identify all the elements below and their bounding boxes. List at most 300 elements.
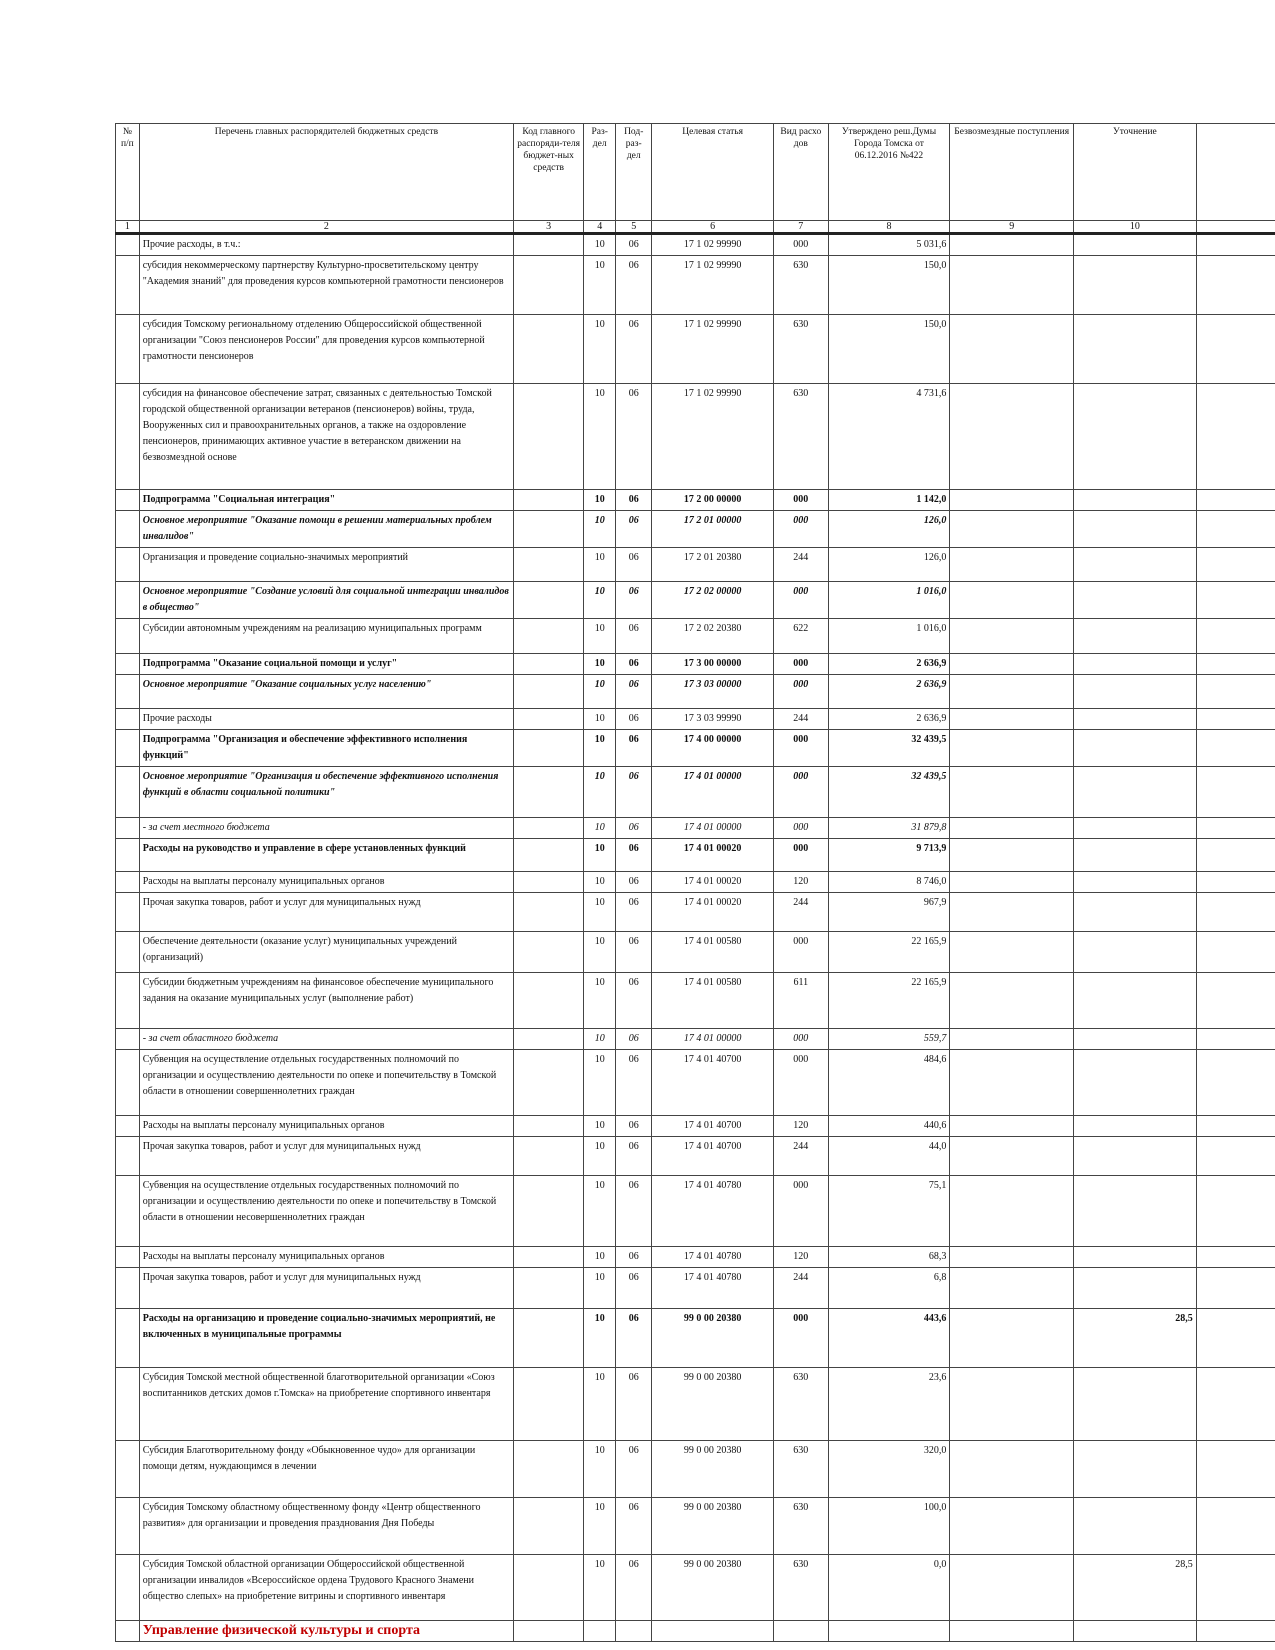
cell-vr: 000 <box>773 1050 828 1116</box>
cell-utoch <box>1074 1137 1197 1176</box>
cell-pr: 06 <box>616 872 652 893</box>
cell-utoch <box>1074 872 1197 893</box>
cell-extra <box>1196 1176 1275 1247</box>
cell-vr: 244 <box>773 1137 828 1176</box>
cell-code <box>514 1555 584 1621</box>
cell-cs: 99 0 00 20380 <box>652 1309 774 1368</box>
cell-utoch <box>1074 767 1197 818</box>
cell-vr: 000 <box>773 1309 828 1368</box>
cell-no <box>116 1116 140 1137</box>
colnum: 8 <box>828 221 950 234</box>
budget-table-sheet <box>115 123 1275 1642</box>
cell-pr: 06 <box>616 709 652 730</box>
cell-cs: 17 4 01 00020 <box>652 872 774 893</box>
table-row <box>116 1268 1275 1309</box>
cell-code <box>514 234 584 256</box>
cell-name: Субсидия Томскому областному общественному фонду «Центр общественного развития» для организации и проведения празднования Дня Победы <box>139 1498 513 1555</box>
cell-vr: 630 <box>773 1368 828 1441</box>
cell-no <box>116 932 140 973</box>
cell-sum: 100,0 <box>828 1498 950 1555</box>
cell-no <box>116 256 140 315</box>
cell-free <box>950 1441 1074 1498</box>
cell-pr: 06 <box>616 1498 652 1555</box>
header-podrazdel: Под-раз-дел <box>616 124 652 221</box>
colnum <box>1196 221 1275 234</box>
cell-no <box>116 234 140 256</box>
table-row <box>116 818 1275 839</box>
cell-utoch <box>1074 1498 1197 1555</box>
cell-utoch <box>1074 619 1197 654</box>
cell-cs: 17 4 01 00580 <box>652 932 774 973</box>
cell-utoch <box>1074 256 1197 315</box>
cell-sum: 2 636,9 <box>828 709 950 730</box>
cell-pr: 06 <box>616 1555 652 1621</box>
cell-vr: 630 <box>773 256 828 315</box>
table-row <box>116 709 1275 730</box>
cell-extra <box>1196 675 1275 709</box>
cell-vr: 244 <box>773 548 828 582</box>
column-number-row <box>116 221 1275 234</box>
cell-free <box>950 872 1074 893</box>
cell-free <box>950 582 1074 619</box>
cell-free <box>950 932 1074 973</box>
cell-no <box>116 490 140 511</box>
cell-rz: 10 <box>584 1498 616 1555</box>
cell-sum: 320,0 <box>828 1441 950 1498</box>
cell-cs: 99 0 00 20380 <box>652 1368 774 1441</box>
cell-name: Расходы на выплаты персоналу муниципальных органов <box>139 1247 513 1268</box>
cell-code <box>514 818 584 839</box>
colnum: 1 <box>116 221 140 234</box>
cell-free <box>950 511 1074 548</box>
cell-extra <box>1196 234 1275 256</box>
footer-section-title: Управление физической культуры и спорта <box>139 1621 513 1642</box>
cell-pr: 06 <box>616 839 652 872</box>
budget-table <box>115 123 1275 1642</box>
cell-name: Основное мероприятие "Организация и обеспечение эффективного исполнения функций в области социальной политики" <box>139 767 513 818</box>
cell-rz: 10 <box>584 1029 616 1050</box>
table-row <box>116 973 1275 1029</box>
cell-no <box>116 548 140 582</box>
cell-pr: 06 <box>616 234 652 256</box>
cell-utoch <box>1074 839 1197 872</box>
cell-rz: 10 <box>584 973 616 1029</box>
cell-vr: 000 <box>773 234 828 256</box>
cell-pr: 06 <box>616 1268 652 1309</box>
cell-rz: 10 <box>584 582 616 619</box>
cell-extra <box>1196 1309 1275 1368</box>
table-row <box>116 1368 1275 1441</box>
cell-vr: 000 <box>773 818 828 839</box>
cell-cs: 17 1 02 99990 <box>652 256 774 315</box>
cell-code <box>514 548 584 582</box>
cell-cs: 17 4 01 40700 <box>652 1050 774 1116</box>
cell-vr: 120 <box>773 872 828 893</box>
cell-code <box>514 932 584 973</box>
cell-rz: 10 <box>584 384 616 490</box>
cell-empty <box>950 1621 1074 1642</box>
cell-pr: 06 <box>616 1137 652 1176</box>
header-row <box>116 124 1275 221</box>
cell-cs: 17 4 01 40700 <box>652 1137 774 1176</box>
header-name: Перечень главных распорядителей бюджетных средств <box>139 124 513 221</box>
cell-free <box>950 619 1074 654</box>
cell-extra <box>1196 839 1275 872</box>
cell-rz: 10 <box>584 1176 616 1247</box>
cell-name: Субсидии бюджетным учреждениям на финансовое обеспечение муниципального задания на оказание муниципальных услуг (выполнение работ) <box>139 973 513 1029</box>
table-row <box>116 490 1275 511</box>
table-row <box>116 675 1275 709</box>
cell-no <box>116 1309 140 1368</box>
cell-name: Расходы на организацию и проведение социально-значимых мероприятий, не включенных в муниципальные программы <box>139 1309 513 1368</box>
cell-name: Субсидия Томской местной общественной благотворительной организации «Союз воспитанников детских домов г.Томска» на приобретение спортивного инвентаря <box>139 1368 513 1441</box>
cell-vr: 000 <box>773 675 828 709</box>
cell-pr: 06 <box>616 675 652 709</box>
cell-sum: 31 879,8 <box>828 818 950 839</box>
cell-sum: 5 031,6 <box>828 234 950 256</box>
cell-name: Расходы на руководство и управление в сфере установленных функций <box>139 839 513 872</box>
cell-vr: 000 <box>773 490 828 511</box>
cell-extra <box>1196 767 1275 818</box>
cell-code <box>514 384 584 490</box>
cell-code <box>514 1309 584 1368</box>
table-row <box>116 1116 1275 1137</box>
cell-name: субсидия на финансовое обеспечение затрат, связанных с деятельностью Томской городской общественной организации ветеранов (пенсионеров) войны, труда, Вооруженных сил и правоохранительных органов, а также на оздоровление пенсионеров, принимающих активное участие в ветеранском движении на безвозмездной основе <box>139 384 513 490</box>
cell-sum: 44,0 <box>828 1137 950 1176</box>
cell-utoch <box>1074 675 1197 709</box>
cell-sum: 126,0 <box>828 511 950 548</box>
cell-name: субсидия Томскому региональному отделению Общероссийской общественной организации "Союз пенсионеров России" для проведения курсов компьютерной грамотности пенсионеров <box>139 315 513 384</box>
cell-empty <box>116 1621 140 1642</box>
cell-vr: 000 <box>773 1176 828 1247</box>
table-row <box>116 1498 1275 1555</box>
cell-free <box>950 1268 1074 1309</box>
cell-extra <box>1196 1555 1275 1621</box>
cell-sum: 22 165,9 <box>828 932 950 973</box>
cell-cs: 99 0 00 20380 <box>652 1498 774 1555</box>
cell-vr: 630 <box>773 1555 828 1621</box>
colnum: 6 <box>652 221 774 234</box>
cell-vr: 000 <box>773 654 828 675</box>
cell-code <box>514 893 584 932</box>
cell-pr: 06 <box>616 582 652 619</box>
cell-utoch <box>1074 818 1197 839</box>
cell-sum: 1 142,0 <box>828 490 950 511</box>
cell-sum: 150,0 <box>828 256 950 315</box>
cell-cs: 17 3 03 00000 <box>652 675 774 709</box>
cell-extra <box>1196 490 1275 511</box>
cell-vr: 630 <box>773 384 828 490</box>
table-row <box>116 384 1275 490</box>
cell-no <box>116 818 140 839</box>
colnum: 4 <box>584 221 616 234</box>
cell-vr: 120 <box>773 1116 828 1137</box>
cell-no <box>116 709 140 730</box>
cell-code <box>514 709 584 730</box>
cell-name: Расходы на выплаты персоналу муниципальных органов <box>139 1116 513 1137</box>
cell-cs: 17 2 02 00000 <box>652 582 774 619</box>
cell-rz: 10 <box>584 1247 616 1268</box>
header-free: Безвозмездные поступления <box>950 124 1074 221</box>
cell-utoch <box>1074 1368 1197 1441</box>
cell-free <box>950 730 1074 767</box>
cell-free <box>950 973 1074 1029</box>
cell-free <box>950 1029 1074 1050</box>
cell-name: Подпрограмма "Организация и обеспечение эффективного исполнения функций" <box>139 730 513 767</box>
cell-rz: 10 <box>584 1309 616 1368</box>
cell-cs: 17 2 00 00000 <box>652 490 774 511</box>
cell-name: Прочие расходы, в т.ч.: <box>139 234 513 256</box>
cell-free <box>950 1050 1074 1116</box>
colnum: 2 <box>139 221 513 234</box>
cell-empty <box>1074 1621 1197 1642</box>
cell-vr: 622 <box>773 619 828 654</box>
cell-pr: 06 <box>616 730 652 767</box>
cell-extra <box>1196 384 1275 490</box>
cell-rz: 10 <box>584 1137 616 1176</box>
cell-extra <box>1196 256 1275 315</box>
header-approved: Утверждено реш.Думы Города Томска от 06.12.2016 №422 <box>828 124 950 221</box>
cell-utoch <box>1074 1176 1197 1247</box>
cell-rz: 10 <box>584 1368 616 1441</box>
table-row <box>116 1050 1275 1116</box>
cell-utoch <box>1074 1247 1197 1268</box>
cell-sum: 22 165,9 <box>828 973 950 1029</box>
cell-no <box>116 1176 140 1247</box>
cell-code <box>514 654 584 675</box>
header-clarify: Уточнение <box>1074 124 1197 221</box>
cell-sum: 440,6 <box>828 1116 950 1137</box>
cell-free <box>950 315 1074 384</box>
cell-code <box>514 1137 584 1176</box>
table-row <box>116 932 1275 973</box>
cell-cs: 17 4 01 40700 <box>652 1116 774 1137</box>
cell-pr: 06 <box>616 932 652 973</box>
cell-empty <box>652 1621 774 1642</box>
cell-utoch <box>1074 384 1197 490</box>
cell-utoch <box>1074 973 1197 1029</box>
cell-rz: 10 <box>584 548 616 582</box>
cell-extra <box>1196 730 1275 767</box>
header-no: № п/п <box>116 124 140 221</box>
cell-vr: 000 <box>773 511 828 548</box>
cell-free <box>950 256 1074 315</box>
cell-no <box>116 1247 140 1268</box>
cell-utoch <box>1074 582 1197 619</box>
cell-utoch <box>1074 709 1197 730</box>
cell-rz: 10 <box>584 1050 616 1116</box>
cell-code <box>514 1176 584 1247</box>
cell-cs: 17 4 01 40780 <box>652 1176 774 1247</box>
cell-utoch <box>1074 490 1197 511</box>
cell-name: Основное мероприятие "Создание условий для социальной интеграции инвалидов в общество" <box>139 582 513 619</box>
cell-free <box>950 1116 1074 1137</box>
cell-pr: 06 <box>616 256 652 315</box>
cell-extra <box>1196 1116 1275 1137</box>
cell-cs: 17 2 02 20380 <box>652 619 774 654</box>
cell-free <box>950 1247 1074 1268</box>
cell-rz: 10 <box>584 1268 616 1309</box>
cell-code <box>514 767 584 818</box>
table-row <box>116 1441 1275 1498</box>
cell-no <box>116 1137 140 1176</box>
table-row <box>116 548 1275 582</box>
cell-cs: 17 2 01 00000 <box>652 511 774 548</box>
cell-name: Субсидии автономным учреждениям на реализацию муниципальных программ <box>139 619 513 654</box>
cell-rz: 10 <box>584 1441 616 1498</box>
cell-utoch <box>1074 1050 1197 1116</box>
cell-no <box>116 767 140 818</box>
cell-vr: 000 <box>773 839 828 872</box>
cell-free <box>950 709 1074 730</box>
cell-sum: 4 731,6 <box>828 384 950 490</box>
table-row <box>116 893 1275 932</box>
cell-code <box>514 1498 584 1555</box>
cell-vr: 000 <box>773 767 828 818</box>
cell-name: - за счет областного бюджета <box>139 1029 513 1050</box>
cell-cs: 99 0 00 20380 <box>652 1555 774 1621</box>
cell-empty <box>828 1621 950 1642</box>
cell-no <box>116 511 140 548</box>
cell-cs: 17 4 00 00000 <box>652 730 774 767</box>
cell-free <box>950 654 1074 675</box>
cell-no <box>116 973 140 1029</box>
colnum: 7 <box>773 221 828 234</box>
cell-sum: 2 636,9 <box>828 654 950 675</box>
cell-no <box>116 384 140 490</box>
cell-utoch <box>1074 1268 1197 1309</box>
cell-pr: 06 <box>616 548 652 582</box>
cell-name: Субвенция на осуществление отдельных государственных полномочий по организации и осуществлению деятельности по опеке и попечительству в Томской области в отношении несовершеннолетних граждан <box>139 1176 513 1247</box>
cell-utoch <box>1074 893 1197 932</box>
cell-vr: 244 <box>773 893 828 932</box>
cell-vr: 630 <box>773 1498 828 1555</box>
cell-cs: 17 4 01 00000 <box>652 767 774 818</box>
cell-code <box>514 315 584 384</box>
cell-code <box>514 872 584 893</box>
cell-sum: 8 746,0 <box>828 872 950 893</box>
cell-sum: 150,0 <box>828 315 950 384</box>
cell-code <box>514 511 584 548</box>
cell-free <box>950 767 1074 818</box>
cell-no <box>116 1029 140 1050</box>
cell-cs: 17 4 01 00020 <box>652 839 774 872</box>
cell-name: Прочая закупка товаров, работ и услуг для муниципальных нужд <box>139 1268 513 1309</box>
header-vid: Вид расхо дов <box>773 124 828 221</box>
cell-cs: 17 3 03 99990 <box>652 709 774 730</box>
cell-name: Прочая закупка товаров, работ и услуг для муниципальных нужд <box>139 1137 513 1176</box>
cell-extra <box>1196 1247 1275 1268</box>
cell-sum: 1 016,0 <box>828 619 950 654</box>
cell-empty <box>1196 1621 1275 1642</box>
cell-name: субсидия некоммерческому партнерству Культурно-просветительскому центру "Академия знаний" для проведения курсов компьютерной грамотности пенсионеров <box>139 256 513 315</box>
cell-vr: 244 <box>773 709 828 730</box>
cell-cs: 17 4 01 00580 <box>652 973 774 1029</box>
cell-free <box>950 1498 1074 1555</box>
cell-vr: 000 <box>773 1029 828 1050</box>
cell-name: Прочая закупка товаров, работ и услуг для муниципальных нужд <box>139 893 513 932</box>
cell-pr: 06 <box>616 973 652 1029</box>
cell-code <box>514 730 584 767</box>
cell-extra <box>1196 893 1275 932</box>
header-extra <box>1196 124 1275 221</box>
cell-cs: 17 4 01 00000 <box>652 818 774 839</box>
cell-empty <box>514 1621 584 1642</box>
cell-no <box>116 1498 140 1555</box>
cell-cs: 17 2 01 20380 <box>652 548 774 582</box>
table-row <box>116 767 1275 818</box>
cell-extra <box>1196 1368 1275 1441</box>
cell-extra <box>1196 818 1275 839</box>
colnum: 5 <box>616 221 652 234</box>
cell-rz: 10 <box>584 1555 616 1621</box>
cell-name: Субвенция на осуществление отдельных государственных полномочий по организации и осуществлению деятельности по опеке и попечительству в Томской области в отношении совершеннолетних граждан <box>139 1050 513 1116</box>
cell-utoch <box>1074 315 1197 384</box>
table-row <box>116 619 1275 654</box>
cell-empty <box>584 1621 616 1642</box>
cell-extra <box>1196 1498 1275 1555</box>
cell-vr: 630 <box>773 1441 828 1498</box>
cell-no <box>116 893 140 932</box>
cell-rz: 10 <box>584 1116 616 1137</box>
cell-extra <box>1196 973 1275 1029</box>
cell-rz: 10 <box>584 767 616 818</box>
cell-vr: 611 <box>773 973 828 1029</box>
cell-extra <box>1196 315 1275 384</box>
cell-rz: 10 <box>584 619 616 654</box>
cell-code <box>514 973 584 1029</box>
cell-pr: 06 <box>616 767 652 818</box>
cell-extra <box>1196 548 1275 582</box>
table-row <box>116 234 1275 256</box>
cell-cs: 17 4 01 40780 <box>652 1247 774 1268</box>
cell-utoch <box>1074 932 1197 973</box>
colnum: 9 <box>950 221 1074 234</box>
cell-code <box>514 1368 584 1441</box>
cell-cs: 17 1 02 99990 <box>652 234 774 256</box>
cell-sum: 32 439,5 <box>828 767 950 818</box>
cell-name: Подпрограмма "Оказание социальной помощи и услуг" <box>139 654 513 675</box>
cell-free <box>950 1309 1074 1368</box>
header-code: Код главного распоряди-теля бюджет-ных средств <box>514 124 584 221</box>
cell-name: - за счет местного бюджета <box>139 818 513 839</box>
cell-rz: 10 <box>584 315 616 384</box>
cell-no <box>116 654 140 675</box>
cell-code <box>514 619 584 654</box>
cell-utoch <box>1074 548 1197 582</box>
cell-cs: 17 1 02 99990 <box>652 384 774 490</box>
cell-rz: 10 <box>584 654 616 675</box>
cell-code <box>514 1268 584 1309</box>
cell-rz: 10 <box>584 511 616 548</box>
cell-cs: 17 3 00 00000 <box>652 654 774 675</box>
colnum: 3 <box>514 221 584 234</box>
cell-sum: 68,3 <box>828 1247 950 1268</box>
cell-free <box>950 818 1074 839</box>
table-row <box>116 1247 1275 1268</box>
cell-utoch: 28,5 <box>1074 1309 1197 1368</box>
cell-rz: 10 <box>584 234 616 256</box>
cell-pr: 06 <box>616 384 652 490</box>
cell-utoch <box>1074 1029 1197 1050</box>
cell-extra <box>1196 1137 1275 1176</box>
cell-no <box>116 839 140 872</box>
cell-utoch <box>1074 1116 1197 1137</box>
cell-code <box>514 1050 584 1116</box>
cell-pr: 06 <box>616 1029 652 1050</box>
cell-rz: 10 <box>584 256 616 315</box>
cell-sum: 6,8 <box>828 1268 950 1309</box>
